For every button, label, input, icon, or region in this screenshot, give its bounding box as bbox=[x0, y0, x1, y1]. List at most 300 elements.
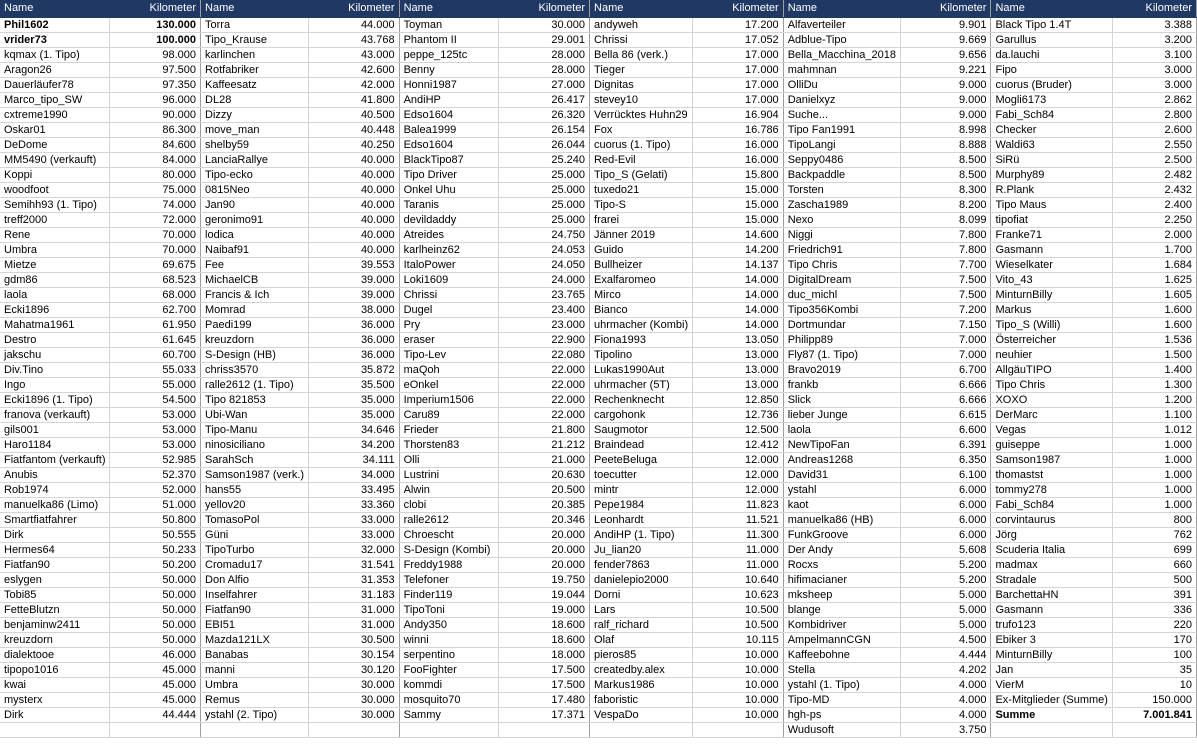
kilometer-cell[interactable]: 35.500 bbox=[309, 378, 400, 393]
name-cell[interactable]: hans55 bbox=[201, 483, 309, 498]
name-cell[interactable]: Tieger bbox=[590, 63, 693, 78]
name-cell[interactable]: Hermes64 bbox=[0, 543, 110, 558]
name-cell[interactable]: Naibaf91 bbox=[201, 243, 309, 258]
name-cell[interactable]: Ubi-Wan bbox=[201, 408, 309, 423]
header-name[interactable]: Name bbox=[0, 0, 110, 18]
name-cell[interactable]: FooFighter bbox=[399, 663, 499, 678]
kilometer-cell[interactable] bbox=[309, 723, 400, 738]
kilometer-cell[interactable]: 40.000 bbox=[309, 213, 400, 228]
name-cell[interactable]: Umbra bbox=[0, 243, 110, 258]
kilometer-cell[interactable]: 8.099 bbox=[900, 213, 991, 228]
kilometer-cell[interactable]: 1.625 bbox=[1112, 273, 1196, 288]
kilometer-cell[interactable]: 8.300 bbox=[900, 183, 991, 198]
kilometer-cell[interactable]: 13.000 bbox=[693, 363, 784, 378]
name-cell[interactable]: cuorus (Bruder) bbox=[991, 78, 1112, 93]
name-cell[interactable]: Summe bbox=[991, 708, 1112, 723]
kilometer-cell[interactable]: 50.000 bbox=[110, 603, 201, 618]
kilometer-cell[interactable]: 9.656 bbox=[900, 48, 991, 63]
kilometer-cell[interactable]: 6.350 bbox=[900, 453, 991, 468]
kilometer-cell[interactable]: 84.000 bbox=[110, 153, 201, 168]
kilometer-cell[interactable]: 34.200 bbox=[309, 438, 400, 453]
name-cell[interactable]: stevey10 bbox=[590, 93, 693, 108]
name-cell[interactable]: Fly87 (1. Tipo) bbox=[783, 348, 900, 363]
name-cell[interactable]: Finder119 bbox=[399, 588, 499, 603]
kilometer-cell[interactable]: 42.600 bbox=[309, 63, 400, 78]
name-cell[interactable]: Backpaddle bbox=[783, 168, 900, 183]
name-cell[interactable]: Rocxs bbox=[783, 558, 900, 573]
name-cell[interactable]: Fipo bbox=[991, 63, 1112, 78]
name-cell[interactable]: FunkGroove bbox=[783, 528, 900, 543]
name-cell[interactable]: Alwin bbox=[399, 483, 499, 498]
kilometer-cell[interactable]: 699 bbox=[1112, 543, 1196, 558]
kilometer-cell[interactable]: 22.000 bbox=[499, 393, 590, 408]
name-cell[interactable]: Toyman bbox=[399, 18, 499, 33]
name-cell[interactable]: woodfoot bbox=[0, 183, 110, 198]
kilometer-cell[interactable]: 96.000 bbox=[110, 93, 201, 108]
name-cell[interactable]: AmpelmannCGN bbox=[783, 633, 900, 648]
name-cell[interactable]: AndiHP bbox=[399, 93, 499, 108]
kilometer-cell[interactable]: 80.000 bbox=[110, 168, 201, 183]
name-cell[interactable]: R.Plank bbox=[991, 183, 1112, 198]
name-cell[interactable]: Wieselkater bbox=[991, 258, 1112, 273]
kilometer-cell[interactable]: 32.000 bbox=[309, 543, 400, 558]
kilometer-cell[interactable]: 1.000 bbox=[1112, 453, 1196, 468]
kilometer-cell[interactable]: 1.000 bbox=[1112, 498, 1196, 513]
name-cell[interactable]: Jänner 2019 bbox=[590, 228, 693, 243]
name-cell[interactable]: Dizzy bbox=[201, 108, 309, 123]
name-cell[interactable]: Mietze bbox=[0, 258, 110, 273]
kilometer-cell[interactable]: 2.000 bbox=[1112, 228, 1196, 243]
name-cell[interactable]: move_man bbox=[201, 123, 309, 138]
kilometer-cell[interactable]: 31.183 bbox=[309, 588, 400, 603]
name-cell[interactable]: tommy278 bbox=[991, 483, 1112, 498]
name-cell[interactable]: DigitalDream bbox=[783, 273, 900, 288]
name-cell[interactable]: cargohonk bbox=[590, 408, 693, 423]
kilometer-cell[interactable]: 10.000 bbox=[693, 693, 784, 708]
name-cell[interactable]: EBI51 bbox=[201, 618, 309, 633]
name-cell[interactable]: winni bbox=[399, 633, 499, 648]
kilometer-cell[interactable]: 25.000 bbox=[499, 168, 590, 183]
name-cell[interactable]: 0815Neo bbox=[201, 183, 309, 198]
name-cell[interactable]: mksheep bbox=[783, 588, 900, 603]
kilometer-cell[interactable]: 12.000 bbox=[693, 483, 784, 498]
kilometer-cell[interactable]: 40.448 bbox=[309, 123, 400, 138]
kilometer-cell[interactable]: 86.300 bbox=[110, 123, 201, 138]
kilometer-cell[interactable]: 12.736 bbox=[693, 408, 784, 423]
kilometer-cell[interactable] bbox=[499, 723, 590, 738]
kilometer-cell[interactable]: 98.000 bbox=[110, 48, 201, 63]
name-cell[interactable]: Jörg bbox=[991, 528, 1112, 543]
kilometer-cell[interactable]: 19.044 bbox=[499, 588, 590, 603]
name-cell[interactable]: Gasmann bbox=[991, 603, 1112, 618]
kilometer-cell[interactable]: 20.000 bbox=[499, 543, 590, 558]
name-cell[interactable]: TomasoPol bbox=[201, 513, 309, 528]
name-cell[interactable]: frarei bbox=[590, 213, 693, 228]
kilometer-cell[interactable]: 4.000 bbox=[900, 708, 991, 723]
kilometer-cell[interactable]: 34.646 bbox=[309, 423, 400, 438]
kilometer-cell[interactable]: 5.200 bbox=[900, 558, 991, 573]
kilometer-cell[interactable]: 51.000 bbox=[110, 498, 201, 513]
kilometer-cell[interactable]: 35.000 bbox=[309, 408, 400, 423]
header-km[interactable]: Kilometer bbox=[693, 0, 784, 18]
kilometer-cell[interactable]: 7.000 bbox=[900, 348, 991, 363]
name-cell[interactable]: Waldi63 bbox=[991, 138, 1112, 153]
kilometer-cell[interactable]: 24.050 bbox=[499, 258, 590, 273]
kilometer-cell[interactable]: 16.000 bbox=[693, 153, 784, 168]
name-cell[interactable]: maQoh bbox=[399, 363, 499, 378]
name-cell[interactable]: Mogli6173 bbox=[991, 93, 1112, 108]
kilometer-cell[interactable]: 1.500 bbox=[1112, 348, 1196, 363]
kilometer-cell[interactable]: 44.000 bbox=[309, 18, 400, 33]
kilometer-cell[interactable]: 17.000 bbox=[693, 48, 784, 63]
kilometer-cell[interactable]: 17.371 bbox=[499, 708, 590, 723]
kilometer-cell[interactable]: 20.000 bbox=[499, 558, 590, 573]
kilometer-cell[interactable]: 9.901 bbox=[900, 18, 991, 33]
name-cell[interactable]: Bravo2019 bbox=[783, 363, 900, 378]
kilometer-cell[interactable]: 8.500 bbox=[900, 168, 991, 183]
name-cell[interactable]: hifimacianer bbox=[783, 573, 900, 588]
kilometer-cell[interactable]: 8.500 bbox=[900, 153, 991, 168]
name-cell[interactable]: DerMarc bbox=[991, 408, 1112, 423]
kilometer-cell[interactable]: 75.000 bbox=[110, 183, 201, 198]
kilometer-cell[interactable]: 52.370 bbox=[110, 468, 201, 483]
kilometer-cell[interactable]: 45.000 bbox=[110, 678, 201, 693]
name-cell[interactable]: Torra bbox=[201, 18, 309, 33]
kilometer-cell[interactable]: 5.608 bbox=[900, 543, 991, 558]
kilometer-cell[interactable]: 24.750 bbox=[499, 228, 590, 243]
kilometer-cell[interactable]: 21.212 bbox=[499, 438, 590, 453]
kilometer-cell[interactable]: 33.495 bbox=[309, 483, 400, 498]
name-cell[interactable]: Sammy bbox=[399, 708, 499, 723]
name-cell[interactable]: serpentino bbox=[399, 648, 499, 663]
kilometer-cell[interactable]: 38.000 bbox=[309, 303, 400, 318]
kilometer-cell[interactable]: 31.000 bbox=[309, 618, 400, 633]
name-cell[interactable]: uhrmacher (Kombi) bbox=[590, 318, 693, 333]
kilometer-cell[interactable]: 16.000 bbox=[693, 138, 784, 153]
kilometer-cell[interactable]: 53.000 bbox=[110, 408, 201, 423]
kilometer-cell[interactable]: 41.800 bbox=[309, 93, 400, 108]
kilometer-cell[interactable]: 19.750 bbox=[499, 573, 590, 588]
kilometer-cell[interactable]: 50.000 bbox=[110, 573, 201, 588]
kilometer-cell[interactable]: 11.521 bbox=[693, 513, 784, 528]
kilometer-cell[interactable]: 3.750 bbox=[900, 723, 991, 738]
name-cell[interactable]: gdm86 bbox=[0, 273, 110, 288]
name-cell[interactable]: benjaminw2411 bbox=[0, 618, 110, 633]
name-cell[interactable]: Anubis bbox=[0, 468, 110, 483]
kilometer-cell[interactable]: 40.000 bbox=[309, 198, 400, 213]
name-cell[interactable]: Samson1987 bbox=[991, 453, 1112, 468]
name-cell[interactable]: vrider73 bbox=[0, 33, 110, 48]
kilometer-cell[interactable]: 39.553 bbox=[309, 258, 400, 273]
kilometer-cell[interactable]: 2.550 bbox=[1112, 138, 1196, 153]
kilometer-cell[interactable]: 2.800 bbox=[1112, 108, 1196, 123]
name-cell[interactable] bbox=[991, 723, 1112, 738]
name-cell[interactable]: Fabi_Sch84 bbox=[991, 498, 1112, 513]
kilometer-cell[interactable]: 21.800 bbox=[499, 423, 590, 438]
kilometer-cell[interactable]: 1.400 bbox=[1112, 363, 1196, 378]
name-cell[interactable]: Oskar01 bbox=[0, 123, 110, 138]
kilometer-cell[interactable]: 170 bbox=[1112, 633, 1196, 648]
name-cell[interactable]: Phil1602 bbox=[0, 18, 110, 33]
name-cell[interactable]: kommdi bbox=[399, 678, 499, 693]
kilometer-cell[interactable]: 1.536 bbox=[1112, 333, 1196, 348]
name-cell[interactable] bbox=[590, 723, 693, 738]
name-cell[interactable]: ItaloPower bbox=[399, 258, 499, 273]
kilometer-cell[interactable]: 1.600 bbox=[1112, 318, 1196, 333]
name-cell[interactable]: Markus bbox=[991, 303, 1112, 318]
name-cell[interactable]: eslygen bbox=[0, 573, 110, 588]
kilometer-cell[interactable]: 70.000 bbox=[110, 243, 201, 258]
kilometer-cell[interactable]: 13.000 bbox=[693, 378, 784, 393]
kilometer-cell[interactable]: 45.000 bbox=[110, 663, 201, 678]
kilometer-cell[interactable]: 97.500 bbox=[110, 63, 201, 78]
name-cell[interactable]: Tipolino bbox=[590, 348, 693, 363]
name-cell[interactable]: Thorsten83 bbox=[399, 438, 499, 453]
kilometer-cell[interactable]: 6.666 bbox=[900, 393, 991, 408]
kilometer-cell[interactable]: 42.000 bbox=[309, 78, 400, 93]
name-cell[interactable]: MM5490 (verkauft) bbox=[0, 153, 110, 168]
kilometer-cell[interactable] bbox=[110, 723, 201, 738]
name-cell[interactable]: NewTipoFan bbox=[783, 438, 900, 453]
name-cell[interactable]: Tipo_S (Willi) bbox=[991, 318, 1112, 333]
kilometer-cell[interactable]: 1.300 bbox=[1112, 378, 1196, 393]
kilometer-cell[interactable]: 16.786 bbox=[693, 123, 784, 138]
name-cell[interactable]: Österreicher bbox=[991, 333, 1112, 348]
kilometer-cell[interactable]: 6.600 bbox=[900, 423, 991, 438]
name-cell[interactable]: shelby59 bbox=[201, 138, 309, 153]
kilometer-cell[interactable]: 220 bbox=[1112, 618, 1196, 633]
name-cell[interactable]: Andy350 bbox=[399, 618, 499, 633]
name-cell[interactable]: hgh-ps bbox=[783, 708, 900, 723]
kilometer-cell[interactable]: 2.250 bbox=[1112, 213, 1196, 228]
name-cell[interactable]: Marco_tipo_SW bbox=[0, 93, 110, 108]
name-cell[interactable]: Tipo Chris bbox=[991, 378, 1112, 393]
name-cell[interactable]: MinturnBilly bbox=[991, 648, 1112, 663]
name-cell[interactable]: Fiona1993 bbox=[590, 333, 693, 348]
kilometer-cell[interactable]: 34.111 bbox=[309, 453, 400, 468]
kilometer-cell[interactable]: 22.000 bbox=[499, 378, 590, 393]
kilometer-cell[interactable]: 68.523 bbox=[110, 273, 201, 288]
kilometer-cell[interactable]: 4.202 bbox=[900, 663, 991, 678]
name-cell[interactable]: Tipo-Lev bbox=[399, 348, 499, 363]
name-cell[interactable]: ralf_richard bbox=[590, 618, 693, 633]
name-cell[interactable]: Pry bbox=[399, 318, 499, 333]
name-cell[interactable]: Onkel Uhu bbox=[399, 183, 499, 198]
name-cell[interactable]: DL28 bbox=[201, 93, 309, 108]
name-cell[interactable]: DeDome bbox=[0, 138, 110, 153]
name-cell[interactable]: Chroescht bbox=[399, 528, 499, 543]
name-cell[interactable]: da.lauchi bbox=[991, 48, 1112, 63]
kilometer-cell[interactable]: 70.000 bbox=[110, 228, 201, 243]
kilometer-cell[interactable]: 6.000 bbox=[900, 498, 991, 513]
kilometer-cell[interactable]: 40.000 bbox=[309, 168, 400, 183]
kilometer-cell[interactable]: 68.000 bbox=[110, 288, 201, 303]
kilometer-cell[interactable]: 3.000 bbox=[1112, 63, 1196, 78]
kilometer-cell[interactable]: 14.600 bbox=[693, 228, 784, 243]
name-cell[interactable]: Zascha1989 bbox=[783, 198, 900, 213]
kilometer-cell[interactable]: 4.000 bbox=[900, 693, 991, 708]
name-cell[interactable]: uhrmacher (5T) bbox=[590, 378, 693, 393]
name-cell[interactable]: OlliDu bbox=[783, 78, 900, 93]
name-cell[interactable]: kwai bbox=[0, 678, 110, 693]
name-cell[interactable]: manuelka86 (HB) bbox=[783, 513, 900, 528]
name-cell[interactable]: faboristic bbox=[590, 693, 693, 708]
kilometer-cell[interactable]: 8.200 bbox=[900, 198, 991, 213]
kilometer-cell[interactable]: 14.137 bbox=[693, 258, 784, 273]
name-cell[interactable]: MinturnBilly bbox=[991, 288, 1112, 303]
name-cell[interactable]: Koppi bbox=[0, 168, 110, 183]
kilometer-cell[interactable]: 50.000 bbox=[110, 588, 201, 603]
kilometer-cell[interactable]: 7.000 bbox=[900, 333, 991, 348]
kilometer-cell[interactable]: 30.000 bbox=[309, 693, 400, 708]
name-cell[interactable]: Tipo Maus bbox=[991, 198, 1112, 213]
name-cell[interactable]: guiseppe bbox=[991, 438, 1112, 453]
name-cell[interactable]: dialektooe bbox=[0, 648, 110, 663]
name-cell[interactable]: MichaelCB bbox=[201, 273, 309, 288]
kilometer-cell[interactable]: 100 bbox=[1112, 648, 1196, 663]
kilometer-cell[interactable]: 9.000 bbox=[900, 93, 991, 108]
name-cell[interactable]: blange bbox=[783, 603, 900, 618]
name-cell[interactable]: karlheinz62 bbox=[399, 243, 499, 258]
name-cell[interactable]: Taranis bbox=[399, 198, 499, 213]
name-cell[interactable]: gils001 bbox=[0, 423, 110, 438]
name-cell[interactable]: manni bbox=[201, 663, 309, 678]
name-cell[interactable]: ralle2612 (1. Tipo) bbox=[201, 378, 309, 393]
name-cell[interactable]: ralle2612 bbox=[399, 513, 499, 528]
name-cell[interactable]: Franke71 bbox=[991, 228, 1112, 243]
name-cell[interactable]: createdby.alex bbox=[590, 663, 693, 678]
kilometer-cell[interactable]: 55.033 bbox=[110, 363, 201, 378]
name-cell[interactable]: kaot bbox=[783, 498, 900, 513]
name-cell[interactable]: BlackTipo87 bbox=[399, 153, 499, 168]
name-cell[interactable]: Dorni bbox=[590, 588, 693, 603]
kilometer-cell[interactable]: 30.000 bbox=[309, 708, 400, 723]
name-cell[interactable]: Dauerläufer78 bbox=[0, 78, 110, 93]
kilometer-cell[interactable]: 46.000 bbox=[110, 648, 201, 663]
name-cell[interactable]: Olaf bbox=[590, 633, 693, 648]
kilometer-cell[interactable]: 30.120 bbox=[309, 663, 400, 678]
kilometer-cell[interactable]: 18.000 bbox=[499, 648, 590, 663]
name-cell[interactable]: Gasmann bbox=[991, 243, 1112, 258]
name-cell[interactable]: Ingo bbox=[0, 378, 110, 393]
kilometer-cell[interactable]: 50.555 bbox=[110, 528, 201, 543]
header-name[interactable]: Name bbox=[783, 0, 900, 18]
kilometer-cell[interactable]: 12.850 bbox=[693, 393, 784, 408]
kilometer-cell[interactable]: 4.500 bbox=[900, 633, 991, 648]
kilometer-cell[interactable]: 20.000 bbox=[499, 528, 590, 543]
kilometer-cell[interactable]: 26.417 bbox=[499, 93, 590, 108]
kilometer-cell[interactable]: 31.353 bbox=[309, 573, 400, 588]
kilometer-cell[interactable]: 18.600 bbox=[499, 618, 590, 633]
kilometer-cell[interactable]: 10.500 bbox=[693, 603, 784, 618]
kilometer-cell[interactable]: 3.100 bbox=[1112, 48, 1196, 63]
header-km[interactable]: Kilometer bbox=[110, 0, 201, 18]
name-cell[interactable]: clobi bbox=[399, 498, 499, 513]
kilometer-cell[interactable]: 43.768 bbox=[309, 33, 400, 48]
kilometer-cell[interactable]: 39.000 bbox=[309, 288, 400, 303]
kilometer-cell[interactable]: 14.000 bbox=[693, 318, 784, 333]
name-cell[interactable]: fender7863 bbox=[590, 558, 693, 573]
name-cell[interactable]: Edso1604 bbox=[399, 138, 499, 153]
name-cell[interactable]: frankb bbox=[783, 378, 900, 393]
name-cell[interactable]: mosquito70 bbox=[399, 693, 499, 708]
name-cell[interactable]: karlinchen bbox=[201, 48, 309, 63]
name-cell[interactable]: Fiatfantom (verkauft) bbox=[0, 453, 110, 468]
kilometer-cell[interactable]: 10.640 bbox=[693, 573, 784, 588]
name-cell[interactable]: Momrad bbox=[201, 303, 309, 318]
kilometer-cell[interactable]: 97.350 bbox=[110, 78, 201, 93]
kilometer-cell[interactable]: 100.000 bbox=[110, 33, 201, 48]
name-cell[interactable]: Vito_43 bbox=[991, 273, 1112, 288]
kilometer-cell[interactable]: 40.000 bbox=[309, 243, 400, 258]
kilometer-cell[interactable]: 27.000 bbox=[499, 78, 590, 93]
name-cell[interactable]: Fiatfan90 bbox=[0, 558, 110, 573]
name-cell[interactable]: tipopo1016 bbox=[0, 663, 110, 678]
kilometer-cell[interactable]: 2.500 bbox=[1112, 153, 1196, 168]
name-cell[interactable]: cuorus (1. Tipo) bbox=[590, 138, 693, 153]
name-cell[interactable]: Chrissi bbox=[590, 33, 693, 48]
name-cell[interactable]: ystahl (1. Tipo) bbox=[783, 678, 900, 693]
name-cell[interactable]: Pepe1984 bbox=[590, 498, 693, 513]
name-cell[interactable]: pieros85 bbox=[590, 648, 693, 663]
kilometer-cell[interactable]: 26.320 bbox=[499, 108, 590, 123]
name-cell[interactable]: Vegas bbox=[991, 423, 1112, 438]
name-cell[interactable]: tipofiat bbox=[991, 213, 1112, 228]
name-cell[interactable]: laola bbox=[783, 423, 900, 438]
kilometer-cell[interactable]: 1.700 bbox=[1112, 243, 1196, 258]
kilometer-cell[interactable]: 14.000 bbox=[693, 288, 784, 303]
kilometer-cell[interactable]: 2.432 bbox=[1112, 183, 1196, 198]
kilometer-cell[interactable]: 2.600 bbox=[1112, 123, 1196, 138]
kilometer-cell[interactable]: 7.700 bbox=[900, 258, 991, 273]
name-cell[interactable]: SarahSch bbox=[201, 453, 309, 468]
name-cell[interactable]: Garullus bbox=[991, 33, 1112, 48]
name-cell[interactable]: Ecki1896 (1. Tipo) bbox=[0, 393, 110, 408]
name-cell[interactable]: ninosiciliano bbox=[201, 438, 309, 453]
kilometer-cell[interactable]: 22.000 bbox=[499, 408, 590, 423]
kilometer-cell[interactable]: 30.000 bbox=[499, 18, 590, 33]
name-cell[interactable]: TipoLangi bbox=[783, 138, 900, 153]
name-cell[interactable]: Tipo-MD bbox=[783, 693, 900, 708]
kilometer-cell[interactable]: 20.346 bbox=[499, 513, 590, 528]
name-cell[interactable]: VierM bbox=[991, 678, 1112, 693]
kilometer-cell[interactable]: 40.000 bbox=[309, 183, 400, 198]
kilometer-cell[interactable]: 8.888 bbox=[900, 138, 991, 153]
kilometer-cell[interactable]: 7.800 bbox=[900, 228, 991, 243]
kilometer-cell[interactable]: 34.000 bbox=[309, 468, 400, 483]
kilometer-cell[interactable]: 3.200 bbox=[1112, 33, 1196, 48]
name-cell[interactable]: peppe_125tc bbox=[399, 48, 499, 63]
name-cell[interactable]: Umbra bbox=[201, 678, 309, 693]
kilometer-cell[interactable]: 660 bbox=[1112, 558, 1196, 573]
name-cell[interactable]: FetteBlutzn bbox=[0, 603, 110, 618]
kilometer-cell[interactable]: 17.052 bbox=[693, 33, 784, 48]
name-cell[interactable]: Danielxyz bbox=[783, 93, 900, 108]
header-name[interactable]: Name bbox=[590, 0, 693, 18]
name-cell[interactable]: duc_michl bbox=[783, 288, 900, 303]
kilometer-cell[interactable]: 50.800 bbox=[110, 513, 201, 528]
kilometer-cell[interactable]: 762 bbox=[1112, 528, 1196, 543]
kilometer-cell[interactable]: 11.000 bbox=[693, 558, 784, 573]
kilometer-cell[interactable]: 2.862 bbox=[1112, 93, 1196, 108]
name-cell[interactable]: Lukas1990Aut bbox=[590, 363, 693, 378]
name-cell[interactable]: Dortmundar bbox=[783, 318, 900, 333]
kilometer-cell[interactable]: 7.001.841 bbox=[1112, 708, 1196, 723]
name-cell[interactable]: Kombidriver bbox=[783, 618, 900, 633]
name-cell[interactable]: Suche... bbox=[783, 108, 900, 123]
kilometer-cell[interactable]: 74.000 bbox=[110, 198, 201, 213]
kilometer-cell[interactable]: 10.000 bbox=[693, 678, 784, 693]
